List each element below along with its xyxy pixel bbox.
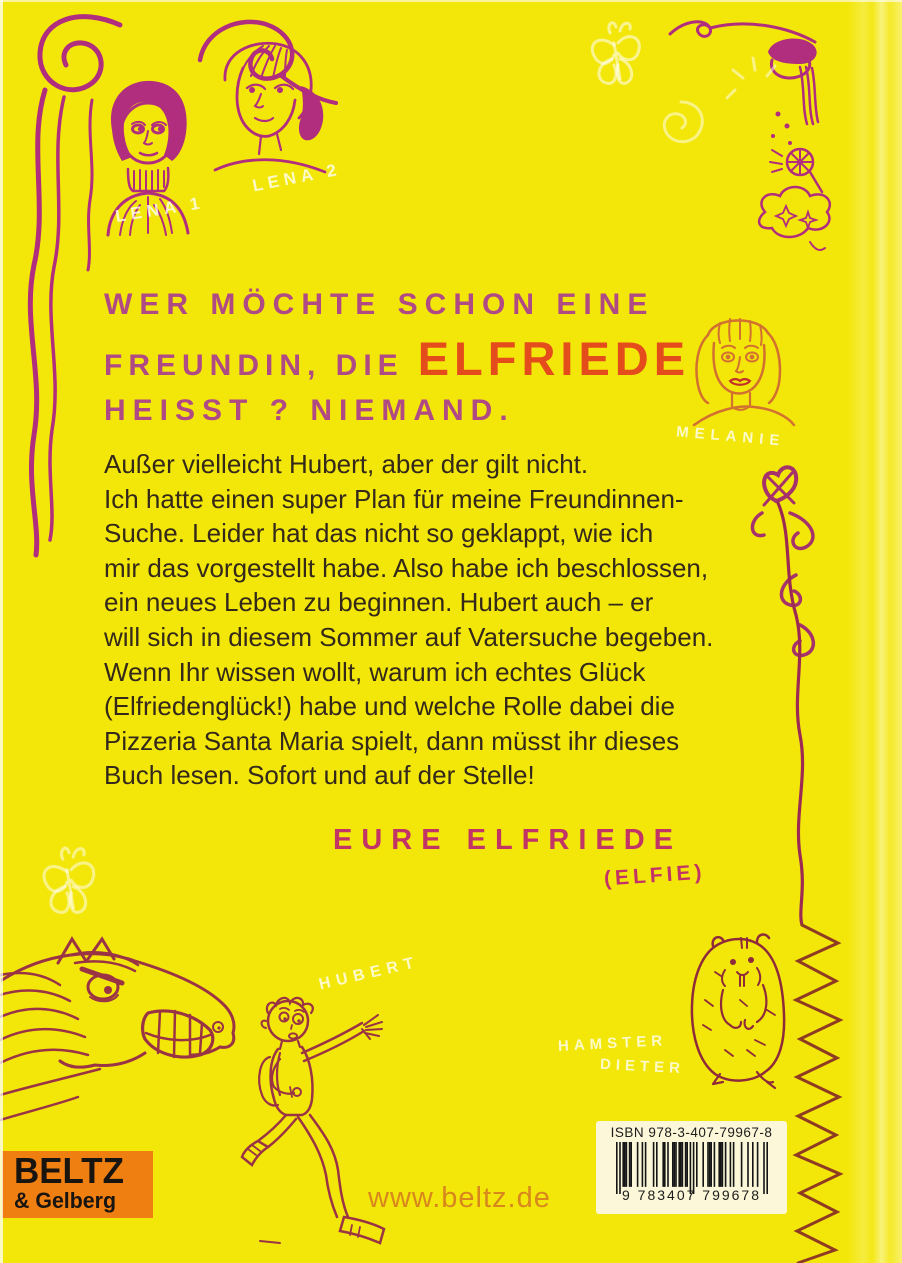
publisher-logo — [2, 1151, 153, 1218]
blurb-line: ein neues Leben zu beginnen. Hubert auch – er — [104, 587, 654, 618]
butterfly-doodle-top — [580, 15, 650, 100]
label-lena2: LENA 2 — [250, 159, 343, 196]
isbn-barcode-block — [596, 1121, 787, 1214]
publisher-name-bottom: & Gelberg — [14, 1187, 116, 1213]
sun-rays-doodle — [725, 40, 775, 100]
headline-line3: HEISST ? NIEMAND. — [104, 394, 515, 427]
label-lena1: LENA 1 — [113, 193, 206, 226]
signature-line1: EURE ELFRIEDE — [333, 824, 683, 856]
blurb-line: Buch lesen. Sofort und auf der Stelle! — [104, 760, 535, 791]
headline-name-highlight: ELFRIEDE — [417, 332, 691, 385]
signature-line2: (ELFIE) — [603, 860, 707, 891]
blurb-line: will sich in diesem Sommer auf Vatersuche begeben. — [104, 621, 714, 652]
publisher-website: www.beltz.de — [368, 1182, 551, 1214]
label-hubert: HUBERT — [317, 953, 422, 994]
blurb-line: Außer vielleicht Hubert, aber der gilt nicht. — [104, 449, 589, 479]
butterfly-doodle-left — [28, 840, 108, 930]
label-hamster-line2: DIETER — [599, 1055, 686, 1078]
blurb-line: Wenn Ihr wissen wollt, warum ich echtes Glück — [104, 656, 646, 687]
horse-drawing — [0, 935, 250, 1135]
headline-line2 — [104, 331, 704, 386]
publisher-name-top: BELTZ — [14, 1150, 124, 1192]
blurb-paragraph — [104, 447, 724, 793]
label-hamster-line1: HAMSTER — [557, 1032, 668, 1055]
blurb-line: Ich hatte einen super Plan für meine Freundinnen- — [104, 483, 684, 514]
headline-line1: WER MÖCHTE SCHON EINE — [104, 288, 655, 321]
blurb-line: mir das vorgestellt habe. Also habe ich beschlossen, — [104, 552, 709, 583]
headline — [104, 288, 704, 428]
isbn-digits: 9 783407 799678 — [622, 1187, 761, 1203]
spiral-doodle — [648, 92, 714, 158]
blurb-line: (Elfriedenglück!) habe und welche Rolle dabei die — [104, 691, 675, 722]
blurb-line: Suche. Leider hat das nicht so geklappt, wie ich — [104, 518, 654, 549]
isbn-label: ISBN 978-3-407-79967-8 — [610, 1125, 773, 1140]
scan-edge-left — [0, 0, 3, 1263]
label-melanie: MELANIE — [675, 423, 787, 450]
page-edge-highlight — [848, 0, 902, 1263]
scan-edge-top — [0, 0, 902, 2]
blurb-line: Pizzeria Santa Maria spielt, dann müsst ihr dieses — [104, 725, 680, 756]
hamster-drawing — [685, 930, 790, 1085]
headline-line2-prefix: FREUNDIN, DIE — [104, 349, 404, 382]
girl-lena2-drawing — [205, 38, 330, 173]
